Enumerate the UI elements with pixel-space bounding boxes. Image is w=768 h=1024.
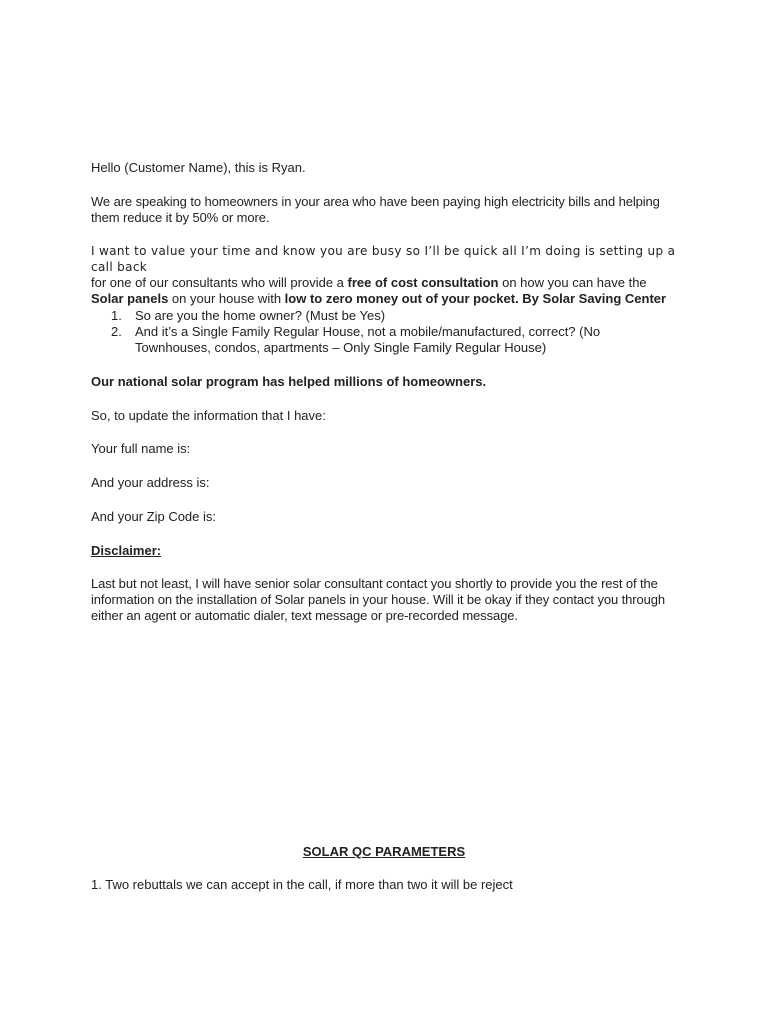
qualification-questions-list [111,308,631,356]
list-item-number: 1. [111,308,122,323]
pitch-line-1: I want to value your time and know you are busy so I’ll be quick all I’m doing is setting up a call back [91,244,676,274]
greeting-line: Hello (Customer Name), this is Ryan. [91,160,306,175]
pitch-text-c: on your house with [168,291,285,306]
address-line: And your address is: [91,475,210,490]
list-item-text: And it’s a Single Family Regular House, not a mobile/manufactured, correct? (No Townhouses, condos, apartments – Only Single Family Regular House) [135,324,601,355]
program-statement-text: Our national solar program has helped millions of homeowners. [91,374,487,389]
pitch-bold-solar-panels: Solar panels [91,291,169,306]
pitch-text-a: for one of our consultants who will provide a [91,275,348,290]
zip-line: And your Zip Code is: [91,509,217,524]
disclaimer-heading: Disclaimer: [91,543,162,558]
list-item-number: 2. [111,324,122,339]
intro-paragraph: We are speaking to homeowners in your area who have been paying high electricity bills and helping them reduce it by 50% or more. [91,194,660,225]
qc-parameters-heading: SOLAR QC PARAMETERS [302,844,466,859]
pitch-paragraph [91,243,691,307]
qc-item: 1. Two rebuttals we can accept in the call, if more than two it will be reject [91,877,513,892]
pitch-bold-low-money: low to zero money out of your pocket. By Solar Saving Center [284,291,667,306]
list-item [111,308,631,324]
list-item [111,324,631,356]
pitch-line-3 [91,291,691,307]
update-info-line: So, to update the information that I have: [91,408,326,423]
full-name-line: Your full name is: [91,441,191,456]
pitch-bold-consultation: free of cost consultation [347,275,499,290]
pitch-text-b: on how you can have the [498,275,647,290]
list-item-text: So are you the home owner? (Must be Yes) [135,308,386,323]
pitch-line-2 [91,275,691,291]
program-statement [91,374,691,390]
closing-paragraph: Last but not least, I will have senior solar consultant contact you shortly to provide you the rest of the information on the installation of Solar panels in your house. Will it be okay if they contact you through either an agent or automatic dialer, text message or pre-recorded message. [91,576,666,623]
